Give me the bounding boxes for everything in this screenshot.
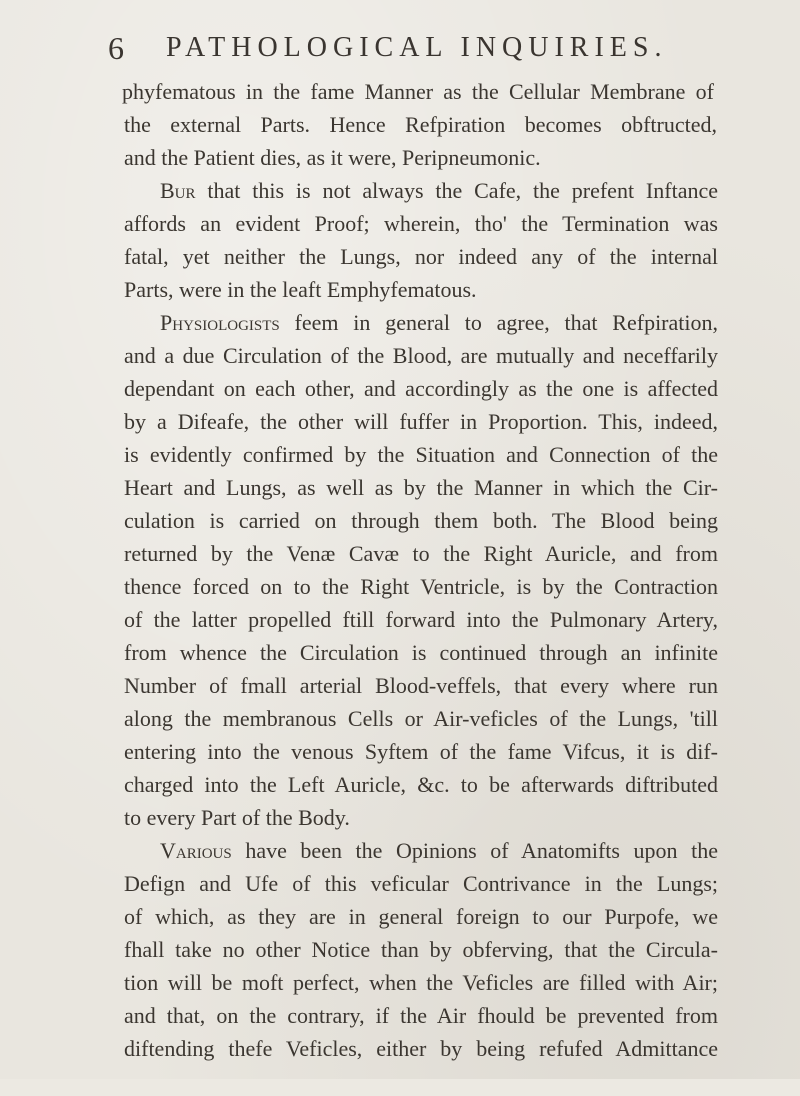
text-line: from whence the Circulation is continued through an infinite <box>124 640 718 665</box>
text-line: of which, as they are in general foreign to our Purpofe, we <box>124 904 718 929</box>
running-title: PATHOLOGICAL INQUIRIES. <box>166 32 668 63</box>
text-line: culation is carried on through them both. The Blood being <box>124 508 718 533</box>
text-line: and that, on the contrary, if the Air fhould be prevented from <box>124 1003 718 1028</box>
text-line: Parts, were in the leaft Emphyfematous. <box>124 277 477 302</box>
text-line: by a Difeafe, the other will fuffer in Proportion. This, indeed, <box>124 409 718 434</box>
text-line: Number of fmall arterial Blood-veffels, that every where run <box>124 673 718 698</box>
text-line: to every Part of the Body. <box>124 805 350 830</box>
text-line: Various have been the Opinions of Anatomifts upon the <box>160 838 718 863</box>
text-line: and the Patient dies, as it were, Peripneumonic. <box>124 145 541 170</box>
text-line: Physiologists feem in general to agree, that Refpiration, <box>160 310 718 335</box>
text-line: thence forced on to the Right Ventricle, is by the Contraction <box>124 574 718 599</box>
text-line: tion will be moft perfect, when the Veficles are filled with Air; <box>124 970 718 995</box>
text-line: diftending thefe Veficles, either by being refufed Admittance <box>124 1036 718 1061</box>
text-line: charged into the Left Auricle, &c. to be afterwards diftributed <box>124 772 718 797</box>
text-line: along the membranous Cells or Air-veficles of the Lungs, 'till <box>124 706 718 731</box>
text-line: Bur that this is not always the Cafe, the prefent Inftance <box>160 178 718 203</box>
text-line: and a due Circulation of the Blood, are mutually and neceffarily <box>124 343 718 368</box>
text-line: the external Parts. Hence Refpiration becomes obftructed, <box>124 112 717 137</box>
text-line: phyfematous in the fame Manner as the Cellular Membrane of <box>122 79 714 104</box>
text-line: entering into the venous Syftem of the fame Vifcus, it is dif- <box>124 739 718 764</box>
text-line: fhall take no other Notice than by obferving, that the Circula- <box>124 937 718 962</box>
text-line: of the latter propelled ftill forward into the Pulmonary Artery, <box>124 607 718 632</box>
text-line: is evidently confirmed by the Situation and Connection of the <box>124 442 718 467</box>
text-line: fatal, yet neither the Lungs, nor indeed any of the internal <box>124 244 718 269</box>
text-line: Heart and Lungs, as well as by the Manner in which the Cir- <box>124 475 718 500</box>
text-line: dependant on each other, and accordingly as the one is affected <box>124 376 718 401</box>
text-line: returned by the Venæ Cavæ to the Right Auricle, and from <box>124 541 718 566</box>
text-line: Defign and Ufe of this veficular Contrivance in the Lungs; <box>124 871 718 896</box>
text-line: affords an evident Proof; wherein, tho' the Termination was <box>124 211 718 236</box>
page-number: 6 <box>108 30 124 66</box>
